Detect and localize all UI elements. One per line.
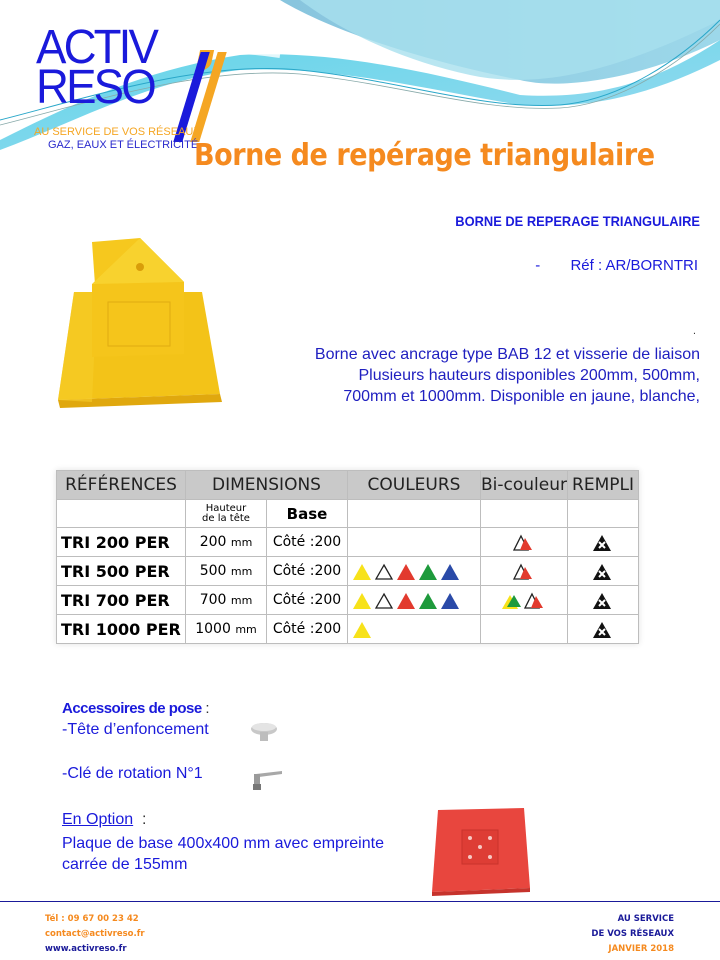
cell-height: 200 mm [186, 528, 267, 557]
ref-value: Réf : AR/BORNTRI [570, 257, 698, 274]
description-line-3: 700mm et 1000mm. Disponible en jaune, blanche, [343, 388, 700, 405]
option-title-text: En Option [62, 811, 134, 828]
footer-phone: Tél : 09 67 00 23 42 [45, 914, 139, 924]
logo-text-activ: ACTIV [36, 21, 157, 74]
filled-icon [592, 621, 612, 639]
cell-reference: TRI 700 PER [57, 586, 186, 615]
cell-base: Côté :200 [267, 557, 348, 586]
triangle-yellow-icon [352, 563, 372, 581]
footer-slogan-line-2: DE VOS RÉSEAUX [591, 929, 674, 939]
triangle-green-icon [418, 592, 438, 610]
description-dot: . [692, 326, 696, 337]
cell-bicolor [481, 586, 568, 615]
cell-bicolor [481, 615, 568, 644]
cell-reference: TRI 500 PER [57, 557, 186, 586]
description-line-1: Borne avec ancrage type BAB 12 et visserie de liaison [314, 346, 700, 363]
filled-icon [592, 534, 612, 552]
cell-colors [348, 557, 481, 586]
product-spec-table [56, 470, 639, 644]
product-description [240, 344, 700, 407]
filled-icon [592, 592, 612, 610]
table-row [57, 557, 639, 586]
triangle-blue-icon [440, 592, 460, 610]
table-row [57, 528, 639, 557]
bicolor-yellow-green-icon [502, 592, 522, 610]
option-text-line-1: Plaque de base 400x400 mm avec empreinte [62, 835, 384, 852]
cell-bicolor [481, 528, 568, 557]
cell-base: Côté :200 [267, 586, 348, 615]
footer-email-link[interactable]: contact@activreso.fr [45, 929, 145, 939]
bicolor-white-red-icon [513, 534, 533, 552]
cell-colors [348, 528, 481, 557]
cell-reference: TRI 1000 PER [57, 615, 186, 644]
bicolor-white-red-icon [513, 563, 533, 581]
table-row [57, 615, 639, 644]
triangle-green-icon [418, 563, 438, 581]
subheader-height-line1: Hauteur [205, 502, 247, 514]
option-title-colon: : [142, 811, 147, 828]
logo-text-reso: RESO [36, 61, 154, 114]
rotation-key-image [244, 764, 288, 794]
header-bicolor: Bi-couleur [481, 471, 568, 500]
footer-divider [0, 901, 720, 902]
accessories-title [62, 700, 209, 717]
page-title: Borne de repérage triangulaire [194, 138, 655, 173]
subheader-empty [568, 500, 639, 528]
subheader-empty [481, 500, 568, 528]
subheader-height-line2: de la tête [202, 512, 250, 524]
footer-right [591, 912, 674, 957]
option-description [62, 833, 384, 875]
table-row [57, 586, 639, 615]
ref-dash: - [535, 257, 541, 274]
option-text-line-2: carrée de 155mm [62, 856, 188, 873]
product-subtitle: BORNE DE REPERAGE TRIANGULAIRE [455, 213, 700, 229]
header-references: RÉFÉRENCES [57, 471, 186, 500]
subheader-base: Base [267, 500, 348, 528]
cell-filled [568, 528, 639, 557]
logo-tagline-2: GAZ, EAUX ET ÉLECTRICITÉ [48, 139, 199, 151]
logo-tagline-1: AU SERVICE DE VOS RÉSEAUX [34, 126, 201, 138]
cell-bicolor [481, 557, 568, 586]
footer-date: JANVIER 2018 [608, 944, 674, 954]
footer-website-link[interactable]: www.activreso.fr [45, 944, 127, 954]
subheader-empty [57, 500, 186, 528]
cell-colors [348, 615, 481, 644]
triangle-yellow-icon [352, 621, 372, 639]
cell-height: 500 mm [186, 557, 267, 586]
footer-slogan-line-1: AU SERVICE [617, 914, 674, 924]
triangle-red-icon [396, 563, 416, 581]
accessories-title-text: Accessoires de pose [62, 700, 202, 717]
triangle-blue-icon [440, 563, 460, 581]
red-base-plate-image [426, 800, 534, 896]
cell-reference: TRI 200 PER [57, 528, 186, 557]
cell-base: Côté :200 [267, 615, 348, 644]
header-dimensions: DIMENSIONS [186, 471, 348, 500]
cell-filled [568, 615, 639, 644]
cell-base: Côté :200 [267, 528, 348, 557]
accessory-driving-head: -Tête d’enfoncement [62, 721, 209, 738]
footer-contact [45, 912, 145, 957]
triangle-white-icon [374, 592, 394, 610]
triangle-red-icon [396, 592, 416, 610]
subheader-empty [348, 500, 481, 528]
accessories-title-colon: : [201, 700, 210, 717]
header-filled: REMPLI [568, 471, 639, 500]
accessory-rotation-key: -Clé de rotation N°1 [62, 765, 203, 782]
product-reference [535, 257, 698, 274]
cell-filled [568, 557, 639, 586]
triangle-white-icon [374, 563, 394, 581]
option-title [62, 811, 133, 829]
product-photo-yellow-marker [52, 222, 228, 420]
driving-head-image [244, 718, 288, 748]
subheader-height [186, 500, 267, 528]
cell-height: 700 mm [186, 586, 267, 615]
cell-filled [568, 586, 639, 615]
cell-height: 1000 mm [186, 615, 267, 644]
header-colors: COULEURS [348, 471, 481, 500]
bicolor-white-red-icon [524, 592, 544, 610]
filled-icon [592, 563, 612, 581]
description-line-2: Plusieurs hauteurs disponibles 200mm, 500mm, [358, 367, 700, 384]
triangle-yellow-icon [352, 592, 372, 610]
cell-colors [348, 586, 481, 615]
